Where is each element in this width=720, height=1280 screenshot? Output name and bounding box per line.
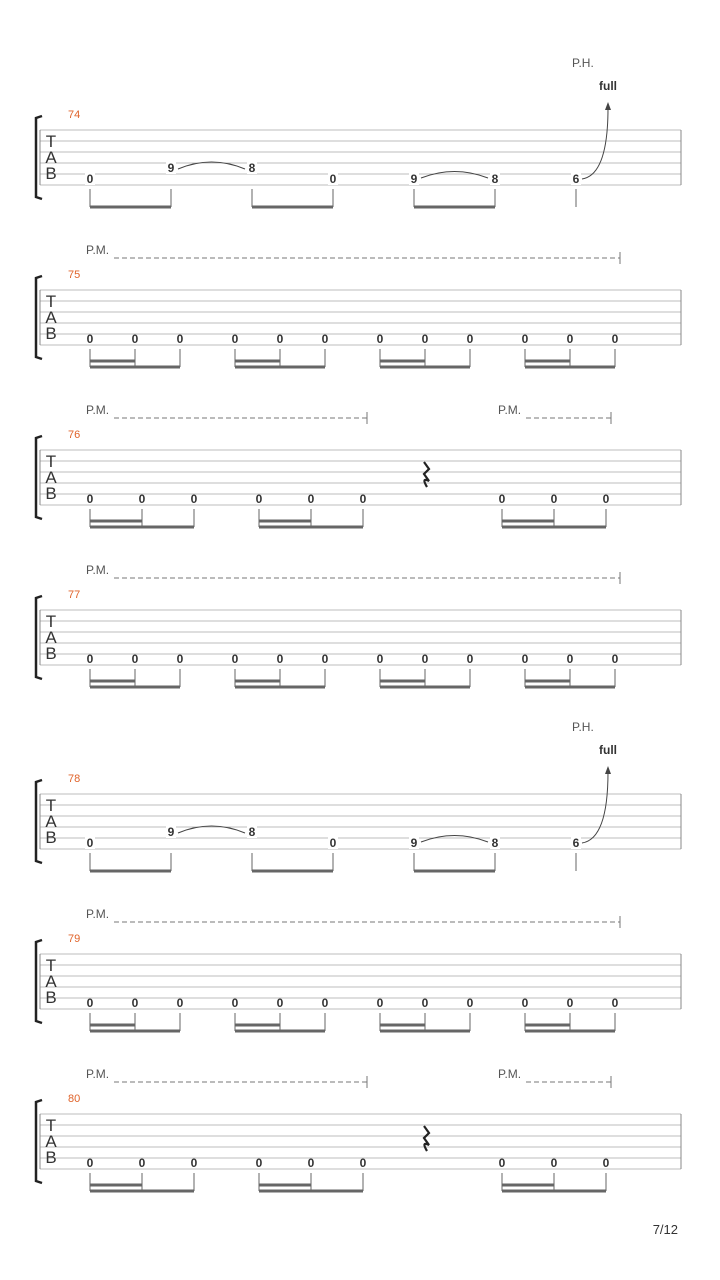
tab-clef-letter: B [45,484,57,503]
fret-number: 0 [190,1156,198,1170]
fret-number: 0 [231,996,239,1010]
fret-number: 0 [611,996,619,1010]
fret-number: 0 [321,996,329,1010]
system-bracket [36,596,42,679]
fret-number: 0 [550,1156,558,1170]
tab-clef-letter: B [45,1148,57,1167]
fret-number: 0 [466,332,474,346]
measure-number: 80 [68,1093,81,1105]
fret-number: 0 [131,332,139,346]
fret-number: 0 [131,996,139,1010]
palm-mute-label: P.M. [86,907,110,921]
tab-clef-letter: T [45,1116,57,1135]
fret-number: 0 [566,652,574,666]
tab-clef-letter: A [45,972,57,991]
fret-number: 0 [611,652,619,666]
fret-number: 0 [321,652,329,666]
system-bracket [36,1100,42,1183]
tab-clef-letter: A [45,308,57,327]
fret-number: 0 [376,652,384,666]
tab-clef-letter: A [45,628,57,647]
measure-number: 76 [68,429,81,441]
fret-number: 0 [376,332,384,346]
fret-number: 8 [248,161,256,175]
tab-clef-letter: B [45,828,57,847]
fret-number: 0 [255,1156,263,1170]
system-bracket [36,276,42,359]
measure-number: 75 [68,269,81,281]
fret-number: 0 [566,996,574,1010]
tab-clef-letter: T [45,612,57,631]
tab-clef-letter: T [45,452,57,471]
fret-number: 0 [86,836,94,850]
fret-number: 0 [86,996,94,1010]
tab-clef-letter: A [45,812,57,831]
tab-clef-letter: T [45,956,57,975]
slur [421,836,488,843]
measure-number: 78 [68,773,81,785]
fret-number: 8 [248,825,256,839]
tab-clef-letter: T [45,796,57,815]
fret-number: 0 [498,492,506,506]
fret-number: 0 [276,996,284,1010]
system-bracket [36,780,42,863]
fret-number: 6 [572,172,580,186]
system-bracket [36,940,42,1023]
fret-number: 9 [410,836,418,850]
bend-amount: full [599,743,617,757]
bend-arrowhead [605,102,611,110]
bend-arrowhead [605,766,611,774]
fret-number: 0 [359,492,367,506]
tab-clef-letter: B [45,164,57,183]
system-bracket [36,436,42,519]
fret-number: 0 [86,1156,94,1170]
fret-number: 0 [611,332,619,346]
fret-number: 0 [329,172,337,186]
fret-number: 0 [276,332,284,346]
page-number: 7/12 [652,1222,678,1237]
fret-number: 0 [521,996,529,1010]
fret-number: 0 [176,996,184,1010]
tab-clef-letter: A [45,148,57,167]
palm-mute-label: P.M. [498,1067,522,1081]
fret-number: 0 [138,492,146,506]
fret-number: 0 [521,652,529,666]
fret-number: 8 [491,836,499,850]
fret-number: 0 [138,1156,146,1170]
fret-number: 6 [572,836,580,850]
fret-number: 0 [307,1156,315,1170]
tab-clef-letter: B [45,988,57,1007]
tab-clef-letter: T [45,292,57,311]
fret-number: 9 [167,825,175,839]
fret-number: 0 [231,652,239,666]
tab-clef-letter: T [45,132,57,151]
tab-clef-letter: A [45,468,57,487]
fret-number: 0 [421,332,429,346]
pinch-harmonic-label: P.H. [572,56,594,70]
slur [421,172,488,179]
palm-mute-label: P.M. [86,243,110,257]
measure-number: 74 [68,109,81,121]
fret-number: 0 [421,996,429,1010]
palm-mute-label: P.M. [498,403,522,417]
fret-number: 0 [329,836,337,850]
bend-curve [582,772,608,843]
tab-clef-letter: B [45,324,57,343]
fret-number: 9 [167,161,175,175]
fret-number: 0 [602,1156,610,1170]
fret-number: 9 [410,172,418,186]
fret-number: 0 [86,172,94,186]
fret-number: 0 [550,492,558,506]
fret-number: 0 [359,1156,367,1170]
fret-number: 0 [376,996,384,1010]
fret-number: 0 [86,332,94,346]
fret-number: 0 [86,492,94,506]
system-bracket [36,116,42,199]
fret-number: 0 [255,492,263,506]
tab-clef-letter: B [45,644,57,663]
palm-mute-label: P.M. [86,1067,110,1081]
fret-number: 0 [190,492,198,506]
measure-number: 77 [68,589,81,601]
bend-amount: full [599,79,617,93]
fret-number: 0 [466,652,474,666]
bend-curve [582,108,608,179]
fret-number: 0 [307,492,315,506]
fret-number: 8 [491,172,499,186]
fret-number: 0 [231,332,239,346]
fret-number: 0 [498,1156,506,1170]
measure-number: 79 [68,933,81,945]
fret-number: 0 [131,652,139,666]
fret-number: 0 [276,652,284,666]
fret-number: 0 [86,652,94,666]
fret-number: 0 [176,332,184,346]
fret-number: 0 [566,332,574,346]
pinch-harmonic-label: P.H. [572,720,594,734]
fret-number: 0 [466,996,474,1010]
fret-number: 0 [176,652,184,666]
tab-clef-letter: A [45,1132,57,1151]
fret-number: 0 [321,332,329,346]
fret-number: 0 [602,492,610,506]
palm-mute-label: P.M. [86,563,110,577]
fret-number: 0 [521,332,529,346]
palm-mute-label: P.M. [86,403,110,417]
fret-number: 0 [421,652,429,666]
